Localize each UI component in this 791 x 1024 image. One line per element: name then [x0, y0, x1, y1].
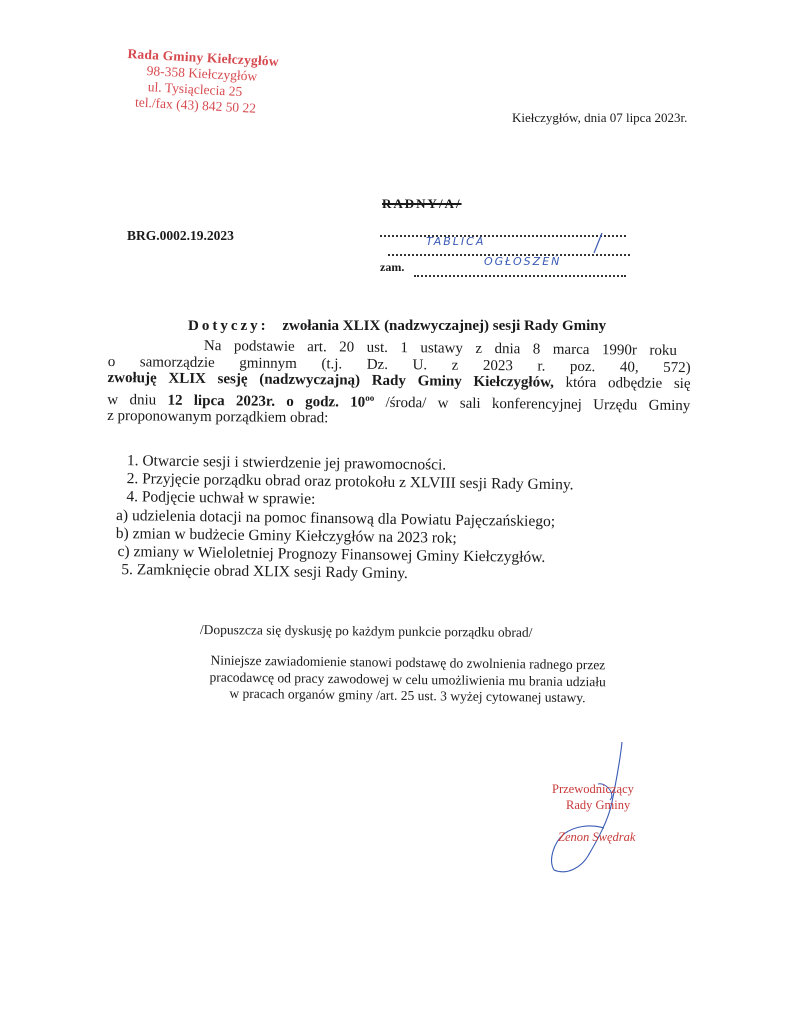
body-line-2: o samorządzie gminnym (t.j. Dz. U. z 2023 r. poz. 40, 572)	[107, 353, 691, 376]
addressee-dotted-line-3	[414, 255, 626, 277]
agenda-subitem: a) udzielenia dotacji na pomoc finansową dla Powiatu Pajęczańskiego;	[116, 506, 556, 530]
stamp-line-postcode: 98-358 Kiełczygłów	[146, 63, 258, 84]
agenda-subitem: c) zmiany w Wieloletniej Prognozy Finansowej Gminy Kiełczygłów.	[117, 543, 546, 567]
reference-number: BRG.0002.19.2023	[127, 228, 234, 243]
body-line-3-bold: zwołuję XLIX sesję (nadzwyczajną) Rady Gminy Kiełczygłów,	[107, 369, 554, 391]
signature-title: Przewodniczący	[552, 782, 634, 796]
pen-stroke-icon	[588, 231, 608, 255]
body-line-4-bold: 12 lipca 2023r. o godz. 10	[167, 392, 366, 411]
addressee-handwritten-address: OGŁOSZEŃ	[484, 255, 562, 268]
body-line-3-rest: która odbędzie się	[565, 374, 691, 393]
agenda-item: 1. Otwarcie sesji i stwierdzenie jej prawomocności.	[126, 452, 447, 474]
agenda-item: 5. Zamknięcie obrad XLIX sesji Rady Gminy.	[121, 561, 408, 583]
council-stamp	[125, 46, 280, 118]
stamp-line-name: Rada Gminy Kiełczygłów	[127, 46, 280, 69]
place-date: Kiełczygłów, dnia 07 lipca 2023r.	[512, 110, 688, 125]
subject-lead: Dotyczy:	[188, 318, 269, 334]
body-line-1: Na podstawie art. 20 ust. 1 ustawy z dnia 8 marca 1990r roku	[203, 338, 677, 359]
employer-notice	[167, 652, 648, 707]
addressee-title: RADNY/A/	[382, 196, 462, 211]
notice-line: w pracach organów gminy /art. 25 ust. 3 wyżej cytowanej ustawy.	[229, 685, 586, 706]
agenda-subitem: b) zmian w budżecie Gminy Kiełczygłów na 2023 rok;	[115, 524, 457, 547]
body-paragraph	[107, 337, 691, 431]
agenda-list	[115, 452, 677, 587]
notice-line: pracodawcę od pracy zawodowej w celu umożliwienia mu brania udziału	[209, 669, 606, 689]
chairman-signature	[546, 742, 656, 882]
stamp-line-phone: tel./fax (43) 842 50 22	[134, 94, 257, 116]
body-line-5: z proponowanym porządkiem obrad:	[107, 407, 329, 427]
discussion-note: /Dopuszcza się dyskusję po każdym punkcie porządku obrad/	[199, 622, 533, 640]
signature-body: Rady Gminy	[566, 798, 631, 812]
zam-label: zam.	[380, 260, 405, 274]
notice-line: Niniejsze zawiadomienie stanowi podstawę do zwolnienia radnego przez	[210, 652, 606, 673]
signature-name: Zenon Swędrak	[558, 830, 636, 844]
addressee-handwritten-name: TABLICA	[426, 235, 486, 248]
addressee-dotted-line-2	[388, 237, 630, 256]
subject-line	[188, 318, 606, 335]
body-line-4-rest: /środa/ w sali konferencyjnej Urzędu Gminy	[385, 394, 691, 414]
subject-text: zwołania XLIX (nadzwyczajnej) sesji Rady Gminy	[282, 318, 607, 334]
agenda-item: 2. Przyjęcie porządku obrad oraz protokołu z XLVIII sesji Rady Gminy.	[126, 470, 574, 494]
addressee-block	[380, 196, 640, 278]
agenda-item: 4. Podjęcie uchwał w sprawie:	[126, 488, 316, 509]
stamp-line-street: ul. Tysiąclecia 25	[147, 79, 243, 100]
body-line-4-sup: oo	[365, 392, 375, 403]
body-line-4-pre: w dniu	[107, 391, 157, 409]
